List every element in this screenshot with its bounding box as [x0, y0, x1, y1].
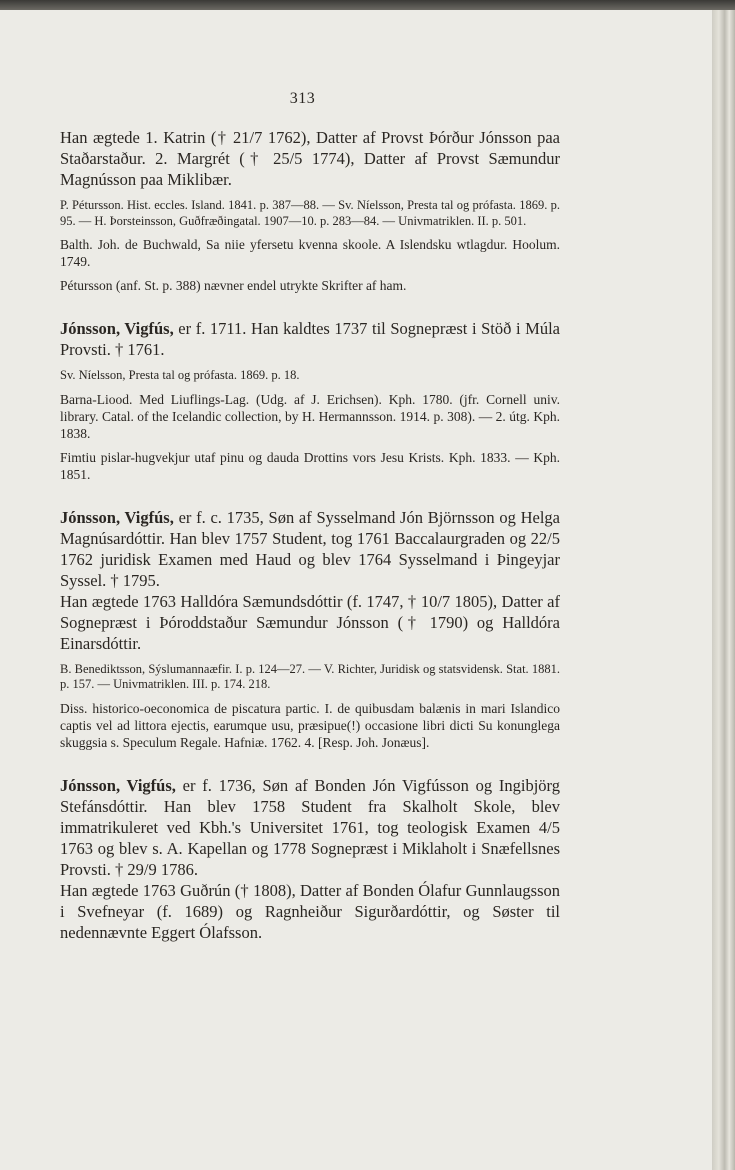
marriage-paragraph: Han ægtede 1. Katrin († 21/7 1762), Datter af Provst Þórður Jónsson paa Staðarstaður. 2. Margrét († 25/5 1774), Datter af Provst Sæmundur Magnússon paa Miklibær.	[60, 128, 560, 189]
entry-text: er f. 1736, Søn af Bonden Jón Vigfússon og Ingibjörg Stefánsdóttir. Han blev 1758 Student fra Skalholt Skole, blev immatrikuleret ved Kbh.'s Universitet 1761, tog teologisk Examen 4/5 1763 og blev s. A. Kapellan og 1778 Sognepræst i Miklaholt i Snæfellsnes Provsti. † 29/9 1786.	[60, 775, 560, 879]
entry-name: Jónsson, Vigfús,	[60, 775, 176, 795]
entry-text: er f. 1711. Han kaldtes 1737 til Sognepræst i Stöð i Múla Provsti. † 1761.	[60, 319, 560, 359]
reference-work: Fimtiu pislar-hugvekjur utaf pinu og dauda Drottins vors Jesu Krists. Kph. 1833. — Kph. 1851.	[60, 449, 560, 482]
reference-sources: B. Benediktsson, Sýslumannaæfir. I. p. 124—27. — V. Richter, Juridisk og statsvidensk. Stat. 1881. p. 157. — Univmatriklen. III. p. 174. 218.	[60, 661, 560, 691]
entry-vigfus-1711	[60, 318, 560, 483]
marriage-paragraph: Han ægtede 1763 Halldóra Sæmundsdóttir (f. 1747, † 10/7 1805), Datter af Sognepræst i Þóroddstaður Sæmundur Jónsson († 1790) og Halldóra Einarsdóttir.	[60, 591, 560, 653]
entry-name: Jónsson, Vigfús,	[60, 319, 174, 338]
reference-work: Barna-Liood. Med Liuflings-Lag. (Udg. af J. Erichsen). Kph. 1780. (jfr. Cornell univ. library. Catal. of the Icelandic collection, by H. Hermannsson. 1914. p. 308). — 2. útg. Kph. 1838.	[60, 391, 560, 441]
entry-name: Jónsson, Vigfús,	[60, 507, 174, 527]
reference-sources: P. Pétursson. Hist. eccles. Island. 1841. p. 387—88. — Sv. Níelsson, Presta tal og prófasta. 1869. p. 95. — H. Þorsteinsson, Guðfræðingatal. 1907—10. p. 283—84. — Univmatriklen. II. p. 501.	[60, 198, 560, 228]
entry-continuation	[60, 127, 560, 294]
page-number: 313	[289, 90, 316, 107]
page-edge	[712, 0, 735, 1170]
reference-work: Diss. historico-oeconomica de piscatura partic. I. de quibusdam balænis in mari Islandico captis vel ad littora ejectis, earumque usu, præsipue(!) occasione libri dicti Su konunglega skuggsia s. Speculum Regale. Hafniæ. 1762. 4. [Resp. Joh. Jonæus].	[60, 700, 560, 750]
entry-vigfus-1736	[60, 775, 560, 943]
reference-sources: Sv. Níelsson, Presta tal og prófasta. 1869. p. 18.	[60, 368, 300, 382]
binding-strip	[0, 0, 735, 10]
reference-work: Balth. Joh. de Buchwald, Sa niie yfersetu kvenna skoole. A Islendsku wtlagdur. Hoolum. 1749.	[60, 237, 560, 269]
page-content	[60, 127, 560, 943]
marriage-paragraph: Han ægtede 1763 Guðrún († 1808), Datter af Bonden Ólafur Gunnlaugsson i Svefneyar (f. 1689) og Ragnheiður Sigurðardóttir, og Søster til nedennævnte Eggert Ólafsson.	[60, 880, 560, 942]
entry-vigfus-1735	[60, 507, 560, 751]
entry-text: er f. c. 1735, Søn af Sysselmand Jón Björnsson og Helga Magnúsardóttir. Han blev 1757 Student, tog 1761 Baccalaurgraden og 22/5 1762 juridisk Examen med Haud og blev 1764 Sysselmand i Þingeyjar Syssel. † 1795.	[60, 507, 560, 590]
reference-note: Pétursson (anf. St. p. 388) nævner endel utrykte Skrifter af ham.	[60, 278, 407, 293]
